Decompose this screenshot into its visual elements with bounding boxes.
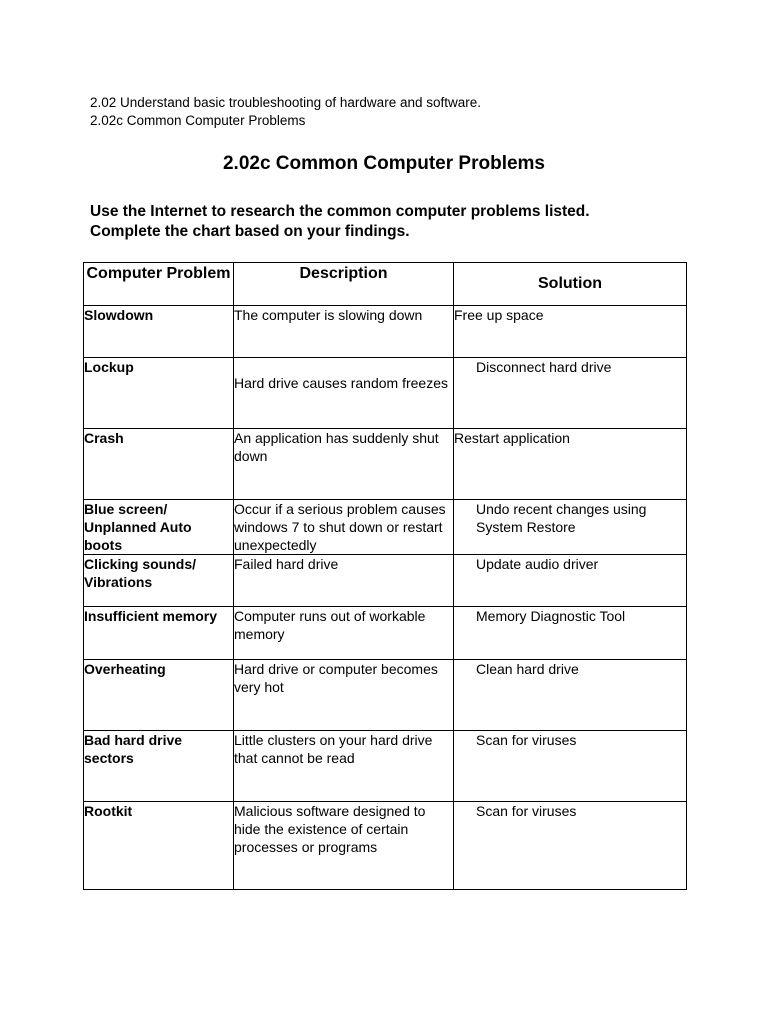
page-title: 2.02c Common Computer Problems [222, 153, 546, 174]
table-row [84, 429, 687, 500]
problem-cell: Overheating [84, 660, 234, 731]
problem-cell: Slowdown [84, 306, 234, 358]
description-cell: Hard drive or computer becomes very hot [234, 660, 454, 731]
solution-cell: Free up space [454, 306, 687, 358]
table-row [84, 607, 687, 660]
description-cell: The computer is slowing down [234, 306, 454, 358]
table-row [84, 306, 687, 358]
solution-cell: Undo recent changes using System Restore [454, 500, 687, 555]
table-row [84, 731, 687, 802]
table-row [84, 500, 687, 555]
table-row [84, 555, 687, 607]
problem-cell: Insufficient memory [84, 607, 234, 660]
table-row [84, 802, 687, 890]
instructions-line-1: Use the Internet to research the common computer problems listed. [90, 203, 590, 220]
solution-cell: Disconnect hard drive [454, 358, 687, 429]
table-row [84, 358, 687, 429]
table-header-row [84, 263, 687, 306]
header-objective: 2.02 Understand basic troubleshooting of hardware and software. [90, 95, 481, 110]
header-subtopic: 2.02c Common Computer Problems [90, 113, 306, 128]
description-cell: Occur if a serious problem causes windows 7 to shut down or restart unexpectedly [234, 500, 454, 555]
problem-cell: Lockup [84, 358, 234, 429]
instructions [90, 202, 710, 242]
problem-cell: Crash [84, 429, 234, 500]
description-cell: Hard drive causes random freezes [234, 358, 454, 429]
instructions-line-2: Complete the chart based on your findings. [90, 223, 410, 240]
solution-cell: Scan for viruses [454, 731, 687, 802]
problem-cell: Blue screen/ Unplanned Auto boots [84, 500, 234, 555]
header-solution: Solution [454, 263, 687, 306]
solution-cell: Update audio driver [454, 555, 687, 607]
solution-cell: Memory Diagnostic Tool [454, 607, 687, 660]
problem-cell: Bad hard drive sectors [84, 731, 234, 802]
problem-cell: Clicking sounds/ Vibrations [84, 555, 234, 607]
problems-table [83, 262, 687, 890]
header-computer-problem: Computer Problem [84, 263, 234, 306]
solution-cell: Clean hard drive [454, 660, 687, 731]
description-cell: Computer runs out of workable memory [234, 607, 454, 660]
description-cell: Failed hard drive [234, 555, 454, 607]
header-description: Description [234, 263, 454, 306]
problem-cell: Rootkit [84, 802, 234, 890]
description-cell: Little clusters on your hard drive that cannot be read [234, 731, 454, 802]
solution-cell: Restart application [454, 429, 687, 500]
table-row [84, 660, 687, 731]
description-cell: An application has suddenly shut down [234, 429, 454, 500]
solution-cell: Scan for viruses [454, 802, 687, 890]
description-cell: Malicious software designed to hide the existence of certain processes or programs [234, 802, 454, 890]
